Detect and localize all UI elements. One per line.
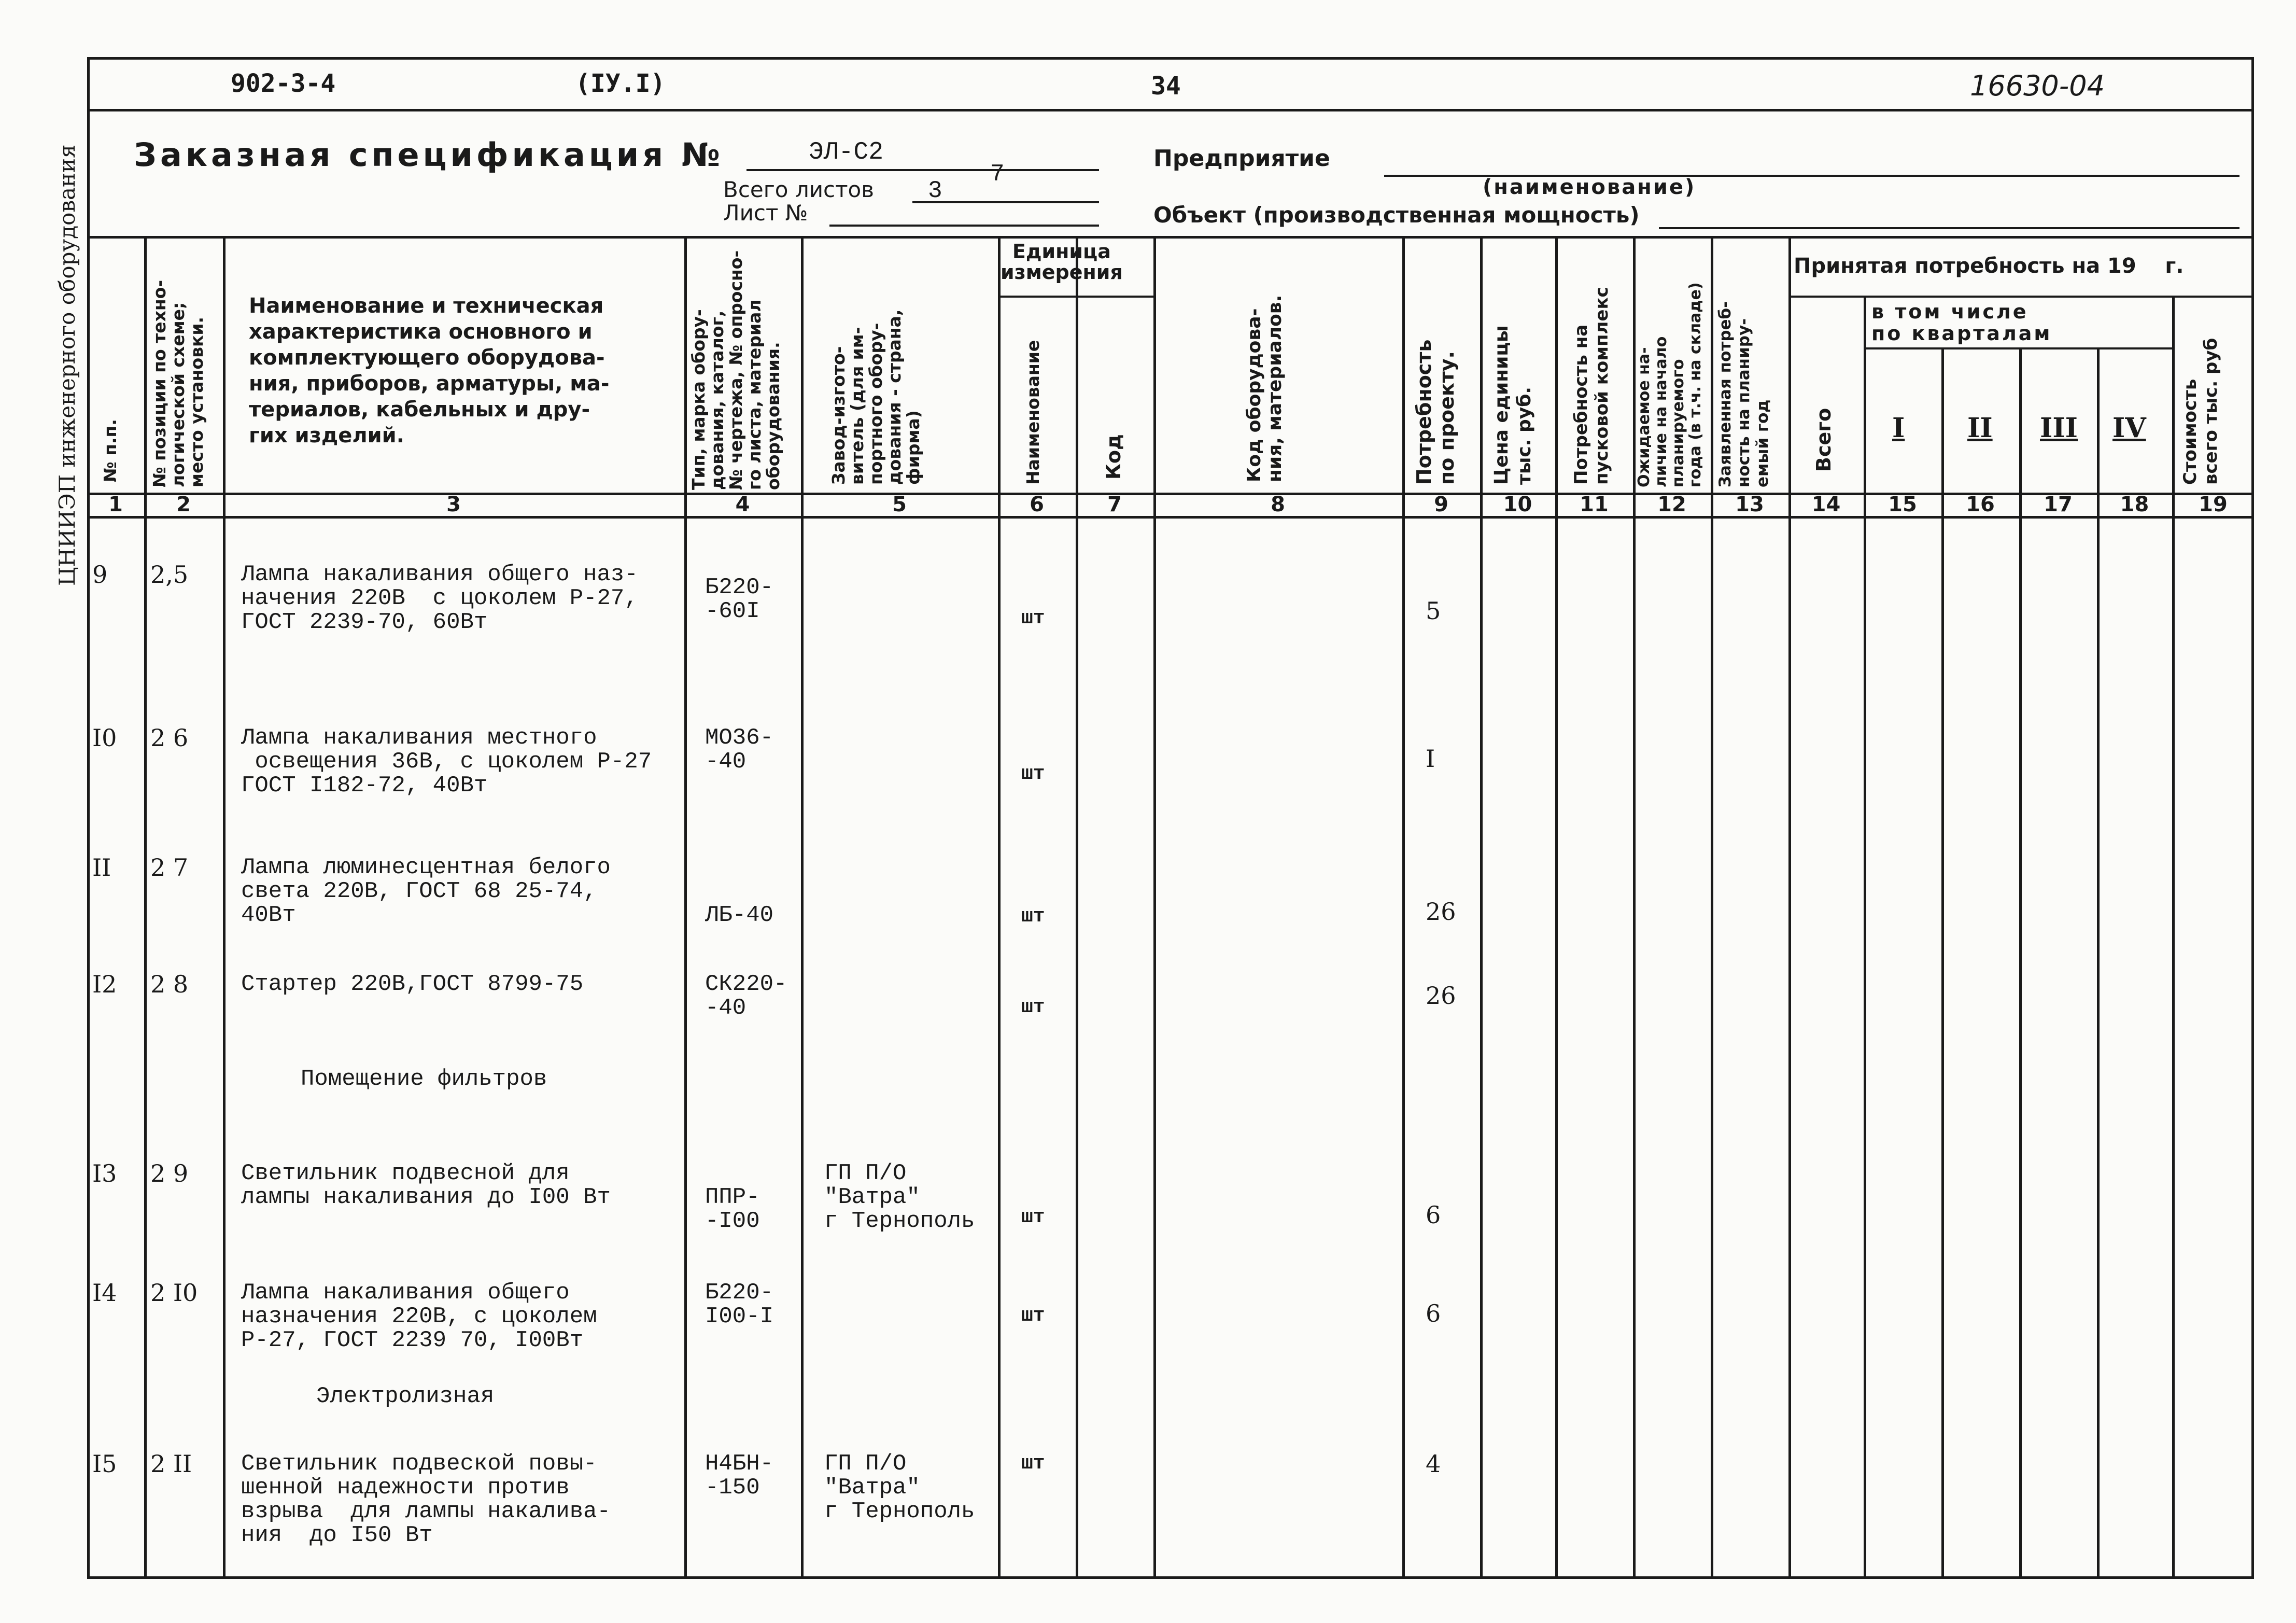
cell-no: I0 [92, 724, 117, 752]
document-code: 16630-04 [1970, 69, 2105, 102]
cell-pos: 2 6 [150, 724, 189, 752]
cell-unit: шт [1021, 996, 1045, 1018]
side-caption: ЦНИИЭП инженерного оборудования [54, 144, 80, 586]
cell-qty: 6 [1426, 1299, 1441, 1327]
column-number: 11 [1580, 493, 1609, 516]
col-line-1 [144, 236, 147, 1579]
cell-unit: шт [1021, 1206, 1045, 1228]
sheet-no-line [829, 200, 1099, 227]
cell-unit: шт [1021, 763, 1045, 785]
quarters-header: в том числе по кварталам [1871, 300, 2052, 345]
cell-pos: 2 II [150, 1450, 192, 1478]
sheets-total: 3 [928, 177, 942, 204]
cell-unit: шт [1021, 905, 1045, 928]
cell-type: ППР- -I00 [705, 1184, 760, 1234]
column-number: 15 [1888, 493, 1917, 516]
col-header-7: Код [1102, 434, 1125, 480]
unit-subheader-line [998, 296, 1153, 298]
cell-type: СК220- -40 [705, 971, 787, 1021]
column-number: 19 [2199, 493, 2228, 516]
col-line-15 [1941, 347, 1944, 516]
col-line-2 [223, 236, 226, 1579]
col-header-5: Завод-изгото- витель (для им- портного обору- дования - страна, фирма) [828, 309, 923, 485]
top-bar-divider [87, 109, 2254, 111]
col-header-10: Цена единицы тыс. руб. [1491, 325, 1535, 485]
cell-qty: 26 [1426, 898, 1456, 926]
column-number: 17 [2044, 493, 2073, 516]
column-number: 18 [2120, 493, 2149, 516]
cell-no: 9 [92, 561, 108, 589]
cell-name: Лампа накаливания общего назначения 220В, с цоколем Р-27, ГОСТ 2239 70, I00Вт [241, 1280, 597, 1353]
column-number: 5 [892, 493, 907, 516]
cell-unit: шт [1021, 1305, 1045, 1327]
col-header-16: II [1967, 412, 1993, 444]
enterprise-caption: (наименование) [1483, 175, 1696, 199]
cell-name: Лампа люминесцентная белого света 220В, ГОСТ 68 25-74, 40Вт [241, 855, 611, 928]
cell-no: II [92, 854, 111, 882]
column-number: 1 [108, 493, 123, 516]
quarters-subheader-line [1864, 347, 2172, 349]
spec-number: ЭЛ-С2 [809, 138, 884, 166]
col-header-unit: Единица измерения [1001, 240, 1123, 284]
object-label: Объект (производственная мощность) [1153, 202, 1640, 228]
col-header-18: IV [2112, 412, 2146, 444]
cell-qty: I [1426, 745, 1435, 773]
spec-number-line [746, 139, 1099, 171]
sheet-no-label: Лист № [723, 200, 808, 226]
column-number: 10 [1503, 493, 1532, 516]
cell-maker: ГП П/О "Ватра" г Тернополь [824, 1160, 975, 1234]
cell-pos: 2 I0 [150, 1279, 198, 1307]
cell-qty: 6 [1426, 1201, 1441, 1229]
enterprise-line [1384, 143, 2239, 177]
col-header-14: Всего [1812, 408, 1835, 472]
col-line-10 [1555, 236, 1558, 1579]
col-header-4: Тип, марка обору- дования, каталог, № чертежа, № опросно- го листа, материал оборудования. [688, 250, 783, 490]
col-header-6: Наименование [1023, 340, 1043, 485]
col-line-17-body [2097, 516, 2100, 1579]
cell-no: I3 [92, 1159, 117, 1187]
col-line-7 [1153, 236, 1156, 1579]
cell-pos: 2 9 [150, 1159, 189, 1187]
column-number: 13 [1735, 493, 1764, 516]
cell-qty: 4 [1426, 1450, 1441, 1478]
cell-name: Светильник подвесной для лампы накаливания до I00 Вт [241, 1160, 611, 1210]
column-number: 12 [1657, 493, 1686, 516]
col-line-8 [1402, 236, 1405, 1579]
cell-unit: шт [1021, 607, 1045, 629]
column-number: 7 [1107, 493, 1122, 516]
object-line [1659, 202, 2239, 229]
col-line-12 [1711, 236, 1713, 1579]
col-line-3 [684, 236, 687, 1579]
cell-no: I5 [92, 1450, 117, 1478]
col-header-1: № п.п. [100, 419, 120, 482]
sheets-total-label: Всего листов [723, 177, 875, 202]
col-header-8: Код оборудова- ния, материалов. [1244, 295, 1286, 482]
col-header-19: Стоимость всего тыс. руб [2180, 338, 2221, 485]
column-number: 14 [1811, 493, 1841, 516]
col-line-14-body [1864, 516, 1866, 1579]
column-number: 16 [1966, 493, 1995, 516]
col-header-12: Ожидаемое на- личие на начало планируемого года (в т.ч. на складе) [1635, 282, 1705, 487]
col-line-5 [998, 236, 1001, 1579]
column-number: 6 [1030, 493, 1044, 516]
series-code: 902-3-4 [231, 69, 336, 98]
sheets-total-line [912, 161, 1099, 204]
col-line-15-body [1941, 516, 1944, 1579]
col-line-17 [2097, 347, 2100, 516]
col-line-16 [2019, 347, 2022, 516]
col-line-14 [1864, 296, 1866, 516]
cell-type: Б220- -60I [705, 575, 774, 624]
cell-type: МО36- -40 [705, 725, 774, 775]
col-header-2: № позиции по техно- логической схеме; место установки. [149, 279, 207, 487]
cell-pos: 2,5 [150, 561, 189, 589]
cell-name: Лампа накаливания местного освещения 36В, с цоколем Р-27 ГОСТ I182-72, 40Вт [241, 725, 652, 799]
header-divider [87, 236, 2254, 239]
cell-type: ЛБ-40 [705, 902, 774, 928]
album-number: (IУ.I) [575, 69, 666, 98]
column-number: 4 [735, 493, 750, 516]
cell-no: I2 [92, 970, 117, 998]
col-line-18 [2172, 296, 2175, 1579]
column-number: 2 [176, 493, 191, 516]
cell-type: Н4БН- -150 [705, 1451, 774, 1501]
cell-qty: 5 [1426, 597, 1441, 625]
col-header-13: Заявленная потреб- ность на планиру- емый год [1716, 301, 1772, 487]
page-number: 34 [1151, 72, 1181, 101]
sheets-total-extra: 7 [990, 161, 1005, 188]
col-line-9 [1480, 236, 1483, 1579]
cell-pos: 2 7 [150, 854, 189, 882]
cell-maker: ГП П/О "Ватра" г Тернополь [824, 1451, 975, 1524]
section-electrolysis: Электролизная [316, 1383, 495, 1409]
cell-type: Б220- I00-I [705, 1280, 774, 1330]
column-number: 8 [1271, 493, 1285, 516]
cell-name: Светильник подвеской повы- шенной надежности против взрыва для лампы накалива- ния до I50 Вт [241, 1451, 611, 1548]
cell-unit: шт [1021, 1452, 1045, 1475]
enterprise-label: Предприятие [1153, 145, 1330, 172]
col-header-15: I [1892, 412, 1905, 444]
col-line-4 [801, 236, 804, 1579]
accepted-subheader-line [1788, 296, 2254, 298]
section-filters: Помещение фильтров [301, 1066, 547, 1092]
col-header-3: Наименование и техническая характеристика основного и комплектующего оборудова- ния, приборов, арматуры, ма- териалов, кабельных и дру- гих изделий. [249, 294, 610, 447]
col-line-6 [1076, 236, 1078, 1579]
cell-name: Стартер 220В,ГОСТ 8799-75 [241, 971, 584, 997]
cell-qty: 26 [1426, 982, 1456, 1010]
col-line-16-body [2019, 516, 2022, 1579]
cell-no: I4 [92, 1279, 117, 1307]
column-number: 3 [446, 493, 461, 516]
col-header-9: Потребность по проекту. [1413, 339, 1458, 485]
col-line-13 [1788, 236, 1791, 1579]
spec-title: Заказная спецификация № [134, 136, 724, 174]
cell-pos: 2 8 [150, 970, 189, 998]
column-number: 9 [1434, 493, 1448, 516]
accepted-header: Принятая потребность на 19 г. [1794, 254, 2184, 278]
col-header-17: III [2040, 412, 2078, 444]
col-header-11: Потребность на пусковой комплекс [1571, 287, 1612, 485]
cell-name: Лампа накаливания общего наз- начения 220В с цоколем Р-27, ГОСТ 2239-70, 60Вт [241, 562, 638, 635]
